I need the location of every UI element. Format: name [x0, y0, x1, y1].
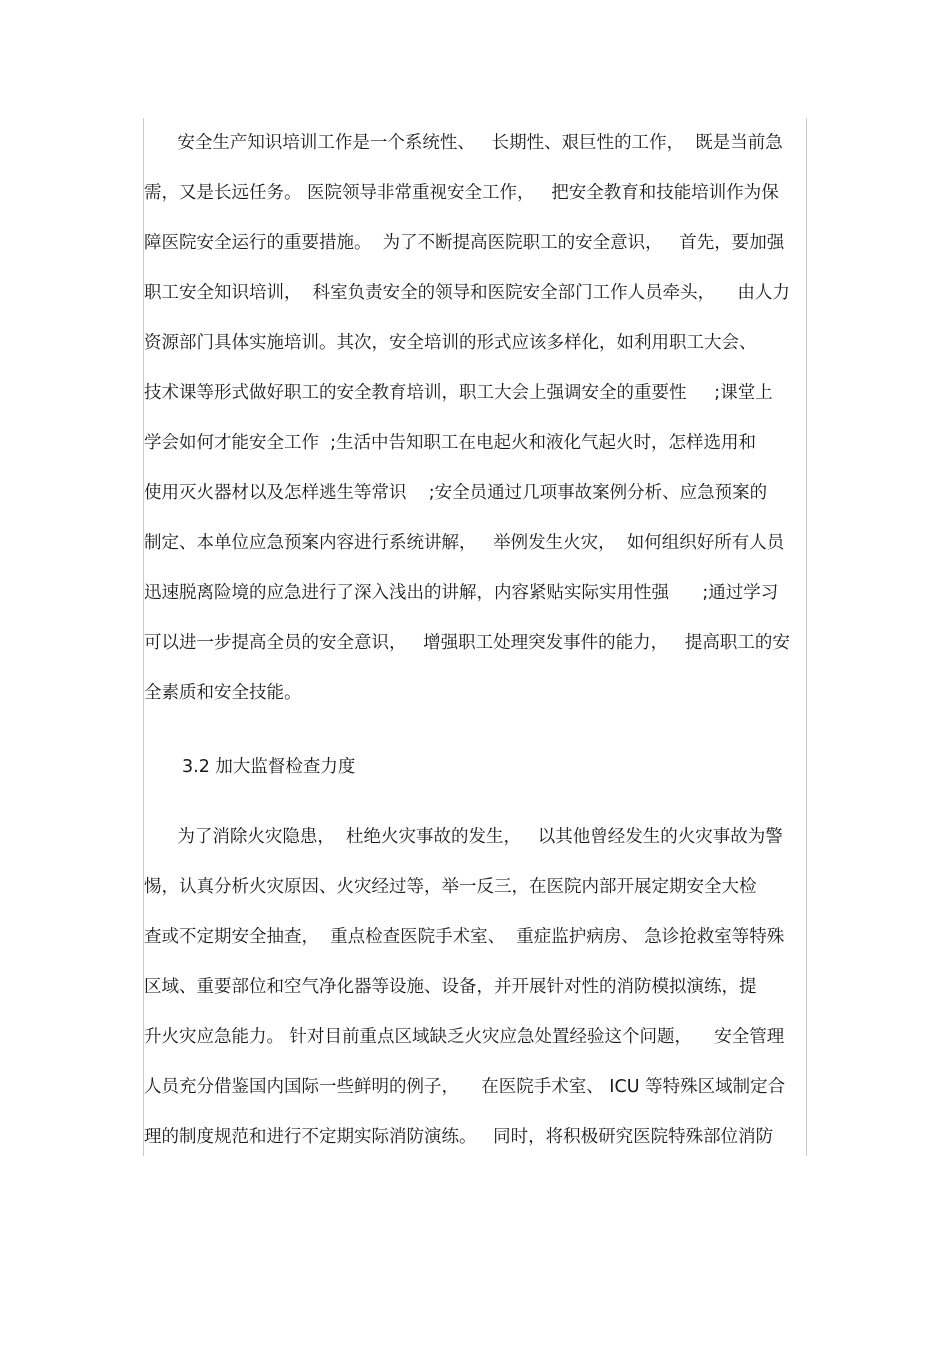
paragraph-1-line: 迅速脱离险境的应急进行了深入浅出的讲解，内容紧贴实际实用性强 ;通过学习 [144, 583, 779, 603]
paragraph-1-line: 需，又是长远任务。 医院领导非常重视安全工作， 把安全教育和技能培训作为保 [144, 183, 779, 203]
paragraph-2-line: 区域、重要部位和空气净化器等设施、设备，并开展针对性的消防模拟演练，提 [144, 977, 757, 997]
paragraph-1-line: 障医院安全运行的重要措施。 为了不断提高医院职工的安全意识， 首先，要加强 [144, 233, 785, 253]
paragraph-2-line: 理的制度规范和进行不定期实际消防演练。 同时，将积极研究医院特殊部位消防 [144, 1127, 774, 1147]
paragraph-1-line: 使用灭火器材以及怎样逃生等常识 ;安全员通过几项事故案例分析、应急预案的 [144, 483, 768, 503]
paragraph-1-line: 制定、本单位应急预案内容进行系统讲解， 举例发生火灾， 如何组织好所有人员 [144, 533, 785, 553]
paragraph-2-line: 人员充分借鉴国内国际一些鲜明的例子， 在医院手术室、 ICU 等特殊区域制定合 [144, 1077, 786, 1097]
page-border-right [806, 118, 807, 1156]
paragraph-2-line: 查或不定期安全抽查， 重点检查医院手术室、 重症监护病房、 急诊抢救室等特殊 [144, 927, 785, 947]
paragraph-1-line: 职工安全知识培训， 科室负责安全的领导和医院安全部门工作人员牵头， 由人力 [144, 283, 790, 303]
paragraph-1-line: 可以进一步提高全员的安全意识， 增强职工处理突发事件的能力， 提高职工的安 [144, 633, 790, 653]
paragraph-1-line: 全素质和安全技能。 [144, 683, 302, 703]
paragraph-2-line: 为了消除火灾隐患， 杜绝火灾事故的发生， 以其他曾经发生的火灾事故为警 [144, 827, 783, 847]
paragraph-1-line: 技术课等形式做好职工的安全教育培训，职工大会上强调安全的重要性 ;课堂上 [144, 383, 773, 403]
paragraph-2-line: 升火灾应急能力。 针对目前重点区域缺乏火灾应急处置经验这个问题， 安全管理 [144, 1027, 785, 1047]
paragraph-1-line: 安全生产知识培训工作是一个系统性、 长期性、艰巨性的工作， 既是当前急 [144, 133, 783, 153]
paragraph-1-line: 资源部门具体实施培训。其次，安全培训的形式应该多样化，如利用职工大会、 [144, 333, 757, 353]
paragraph-2-line: 惕，认真分析火灾原因、火灾经过等，举一反三，在医院内部开展定期安全大检 [144, 877, 757, 897]
paragraph-1-line: 学会如何才能安全工作 ;生活中告知职工在电起火和液化气起火时，怎样选用和 [144, 433, 757, 453]
section-heading: 3.2 加大监督检查力度 [182, 757, 356, 777]
